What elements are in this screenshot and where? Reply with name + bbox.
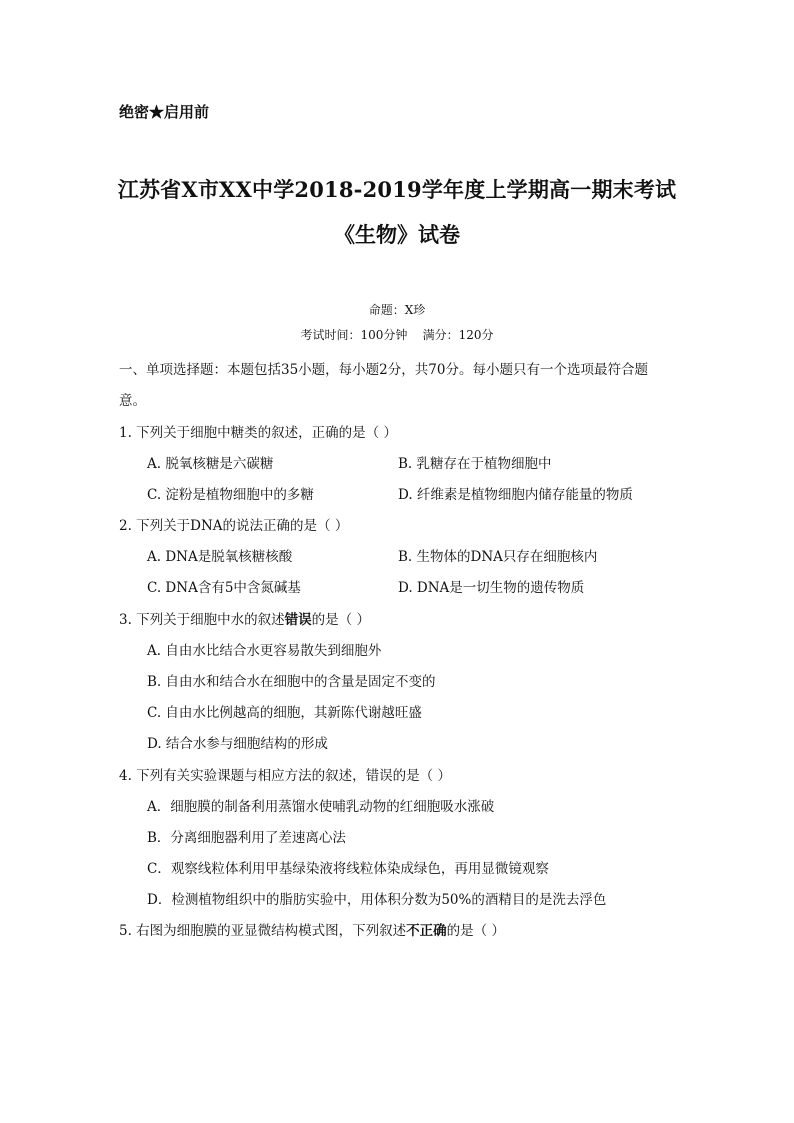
question-2-option-b: B. 生物体的DNA只存在细胞核内 [398, 549, 598, 565]
exam-subtitle: 《生物》试卷 [334, 222, 460, 247]
question-4-option-d: D．检测植物组织中的脂肪实验中，用体积分数为50%的酒精目的是洗去浮色 [147, 892, 607, 908]
confidential-label: 绝密★启用前 [119, 103, 210, 121]
question-1-option-d: D. 纤维素是植物细胞内储存能量的物质 [398, 487, 633, 503]
section-intro-line1: 一、单项选择题：本题包括35小题，每小题2分，共70分。每小题只有一个选项最符合题 [119, 362, 648, 378]
exam-title: 江苏省X市XX中学2018-2019学年度上学期高一期末考试 [117, 177, 677, 202]
question-3-option-c: C. 自由水比例越高的细胞，其新陈代谢越旺盛 [147, 705, 422, 721]
question-5-stem-emphasis: 不正确 [406, 923, 447, 939]
question-4-option-c: C．观察线粒体利用甲基绿染液将线粒体染成绿色，再用显微镜观察 [147, 861, 549, 877]
question-5-stem-pre: 5. 右图为细胞膜的亚显微结构模式图，下列叙述 [119, 923, 407, 939]
question-1-option-a: A. 脱氧核糖是六碳糖 [147, 456, 274, 472]
question-3-option-a: A. 自由水比结合水更容易散失到细胞外 [147, 643, 382, 659]
question-3-stem-emphasis: 错误 [284, 612, 312, 628]
exam-info: 考试时间：100分钟 满分：120分 [300, 328, 494, 342]
question-1-option-c: C. 淀粉是植物细胞中的多糖 [147, 487, 314, 503]
question-3-option-d: D. 结合水参与细胞结构的形成 [147, 736, 328, 752]
question-4-option-a: A．细胞膜的制备利用蒸馏水使哺乳动物的红细胞吸水涨破 [147, 799, 495, 815]
question-1-option-b: B. 乳糖存在于植物细胞中 [398, 456, 552, 472]
question-1-stem: 1. 下列关于细胞中糖类的叙述，正确的是（ ） [119, 425, 397, 441]
question-3-stem-post: 的是（ ） [311, 612, 370, 628]
question-3-stem-pre: 3. 下列关于细胞中水的叙述 [119, 612, 285, 628]
question-3-option-b: B. 自由水和结合水在细胞中的含量是固定不变的 [147, 674, 436, 690]
question-5-stem [119, 919, 505, 939]
question-4-stem: 4. 下列有关实验课题与相应方法的叙述，错误的是（ ） [119, 768, 451, 784]
question-2-option-d: D. DNA是一切生物的遗传物质 [398, 580, 585, 596]
question-5-stem-post: 的是（ ） [446, 923, 505, 939]
question-3-stem [119, 608, 370, 628]
question-2-option-a: A. DNA是脱氧核糖核酸 [147, 549, 293, 565]
question-4-option-b: B．分离细胞器利用了差速离心法 [147, 830, 346, 846]
section-intro-line2: 意。 [119, 393, 146, 409]
question-2-option-c: C. DNA含有5中含氮碱基 [147, 580, 301, 596]
question-2-stem: 2. 下列关于DNA的说法正确的是（ ） [119, 518, 349, 534]
exam-author: 命题：X珍 [368, 303, 426, 317]
